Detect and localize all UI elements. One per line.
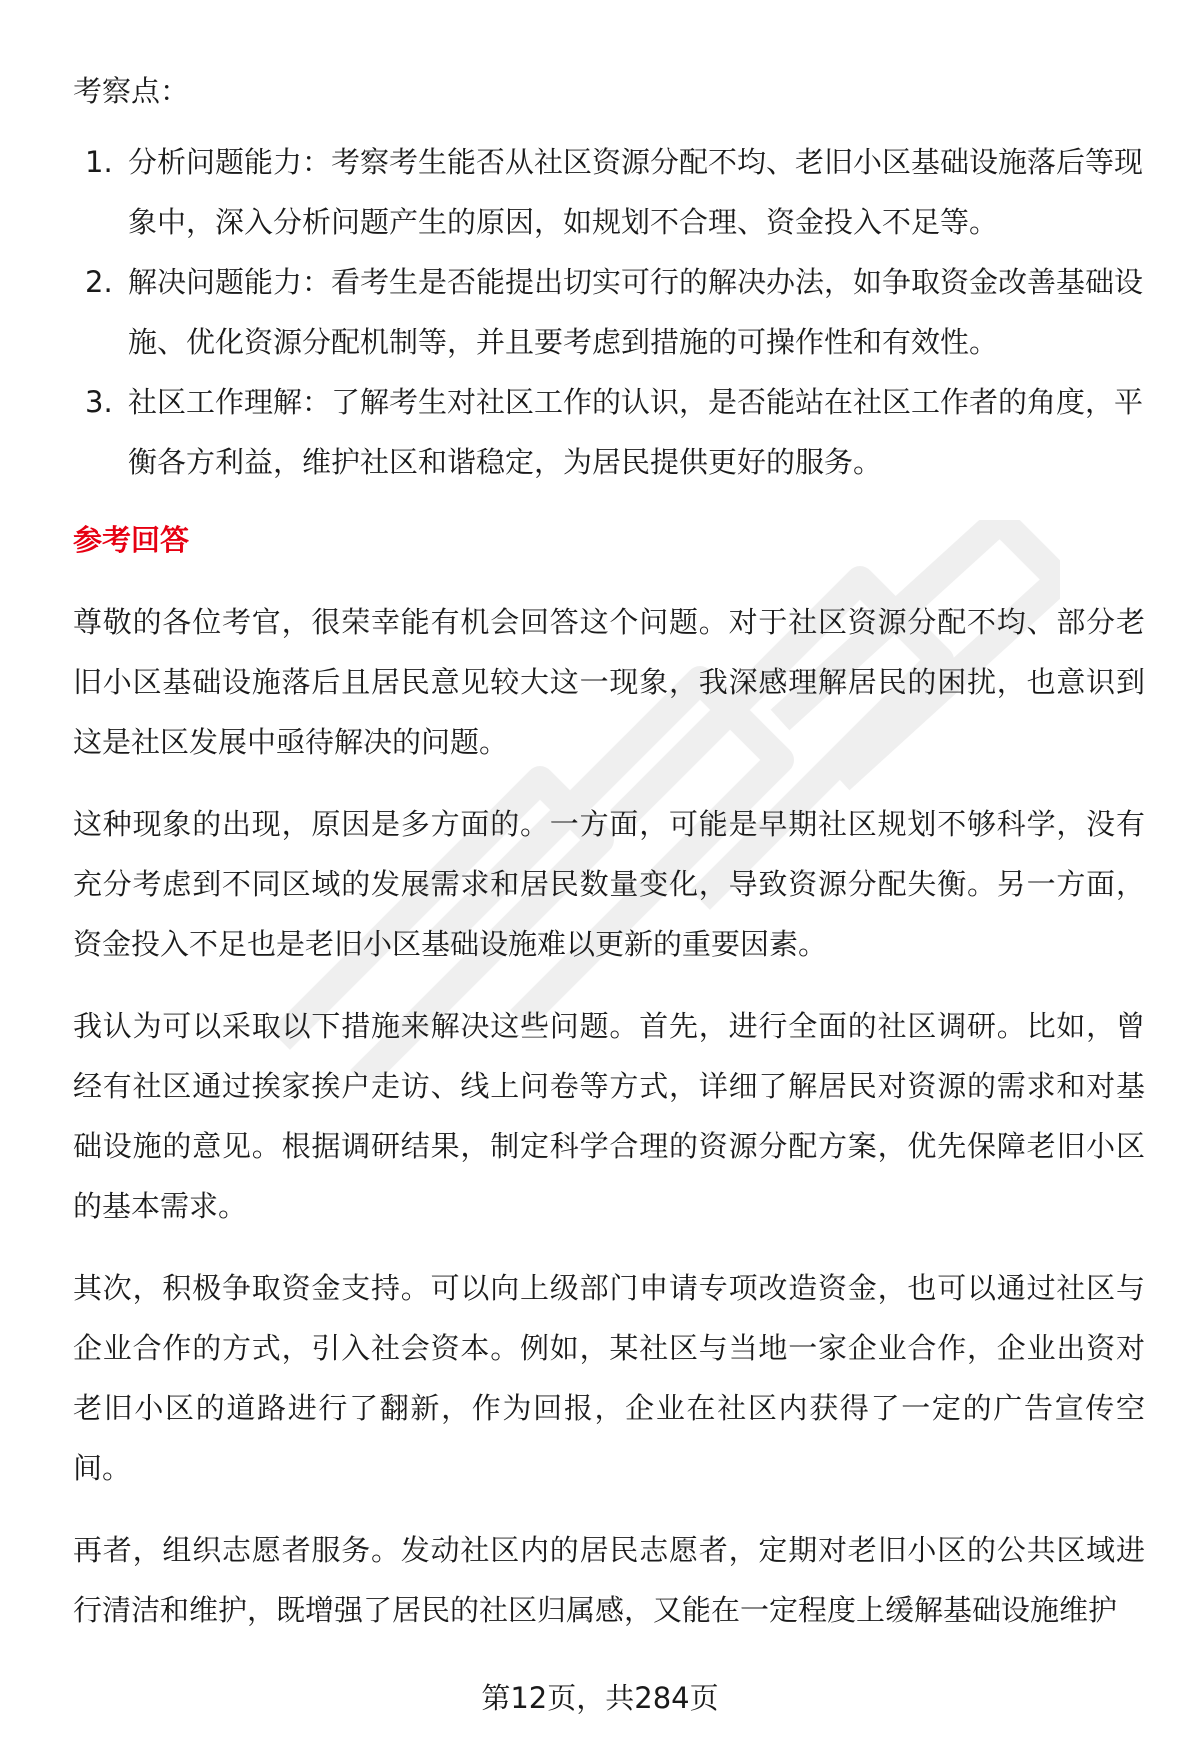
list-item-number: 1. (85, 145, 113, 179)
answer-paragraph: 其次，积极争取资金支持。可以向上级部门申请专项改造资金，也可以通过社区与企业合作的方式，引入社会资本。例如，某社区与当地一家企业合作，企业出资对老旧小区的道路进行了翻新，作为回报，企业在社区内获得了一定的广告宣传空间。 (73, 1271, 1145, 1485)
reference-answer-heading: 参考回答 (73, 523, 190, 557)
answer-paragraph: 尊敬的各位考官，很荣幸能有机会回答这个问题。对于社区资源分配不均、部分老旧小区基础设施落后且居民意见较大这一现象，我深感理解居民的困扰，也意识到这是社区发展中亟待解决的问题。 (73, 605, 1145, 759)
answer-paragraph: 这种现象的出现，原因是多方面的。一方面，可能是早期社区规划不够科学，没有充分考虑到不同区域的发展需求和居民数量变化，导致资源分配失衡。另一方面，资金投入不足也是老旧小区基础设施难以更新的重要因素。 (73, 807, 1145, 961)
answer-paragraph: 再者，组织志愿者服务。发动社区内的居民志愿者，定期对老旧小区的公共区域进行清洁和维护，既增强了居民的社区归属感，又能在一定程度上缓解基础设施维护 (73, 1533, 1145, 1627)
list-item (73, 372, 1145, 492)
list-item-number: 3. (85, 385, 113, 419)
exam-points-label: 考察点： (73, 74, 190, 108)
exam-points-list (73, 132, 1145, 492)
page-number: 第12页，共284页 (481, 1681, 719, 1715)
list-item-text: 解决问题能力：看考生是否能提出切实可行的解决办法，如争取资金改善基础设施、优化资源分配机制等，并且要考虑到措施的可操作性和有效性。 (128, 265, 1144, 359)
answer-paragraph: 我认为可以采取以下措施来解决这些问题。首先，进行全面的社区调研。比如，曾经有社区通过挨家挨户走访、线上问卷等方式，详细了解居民对资源的需求和对基础设施的意见。根据调研结果，制定科学合理的资源分配方案，优先保障老旧小区的基本需求。 (73, 1009, 1145, 1223)
list-item-text: 社区工作理解：了解考生对社区工作的认识，是否能站在社区工作者的角度，平衡各方利益，维护社区和谐稳定，为居民提供更好的服务。 (128, 385, 1144, 479)
list-item (73, 132, 1145, 252)
list-item-number: 2. (85, 265, 113, 299)
list-item-text: 分析问题能力：考察考生能否从社区资源分配不均、老旧小区基础设施落后等现象中，深入分析问题产生的原因，如规划不合理、资金投入不足等。 (128, 145, 1144, 239)
document-page (73, 62, 1145, 1662)
list-item (73, 252, 1145, 372)
